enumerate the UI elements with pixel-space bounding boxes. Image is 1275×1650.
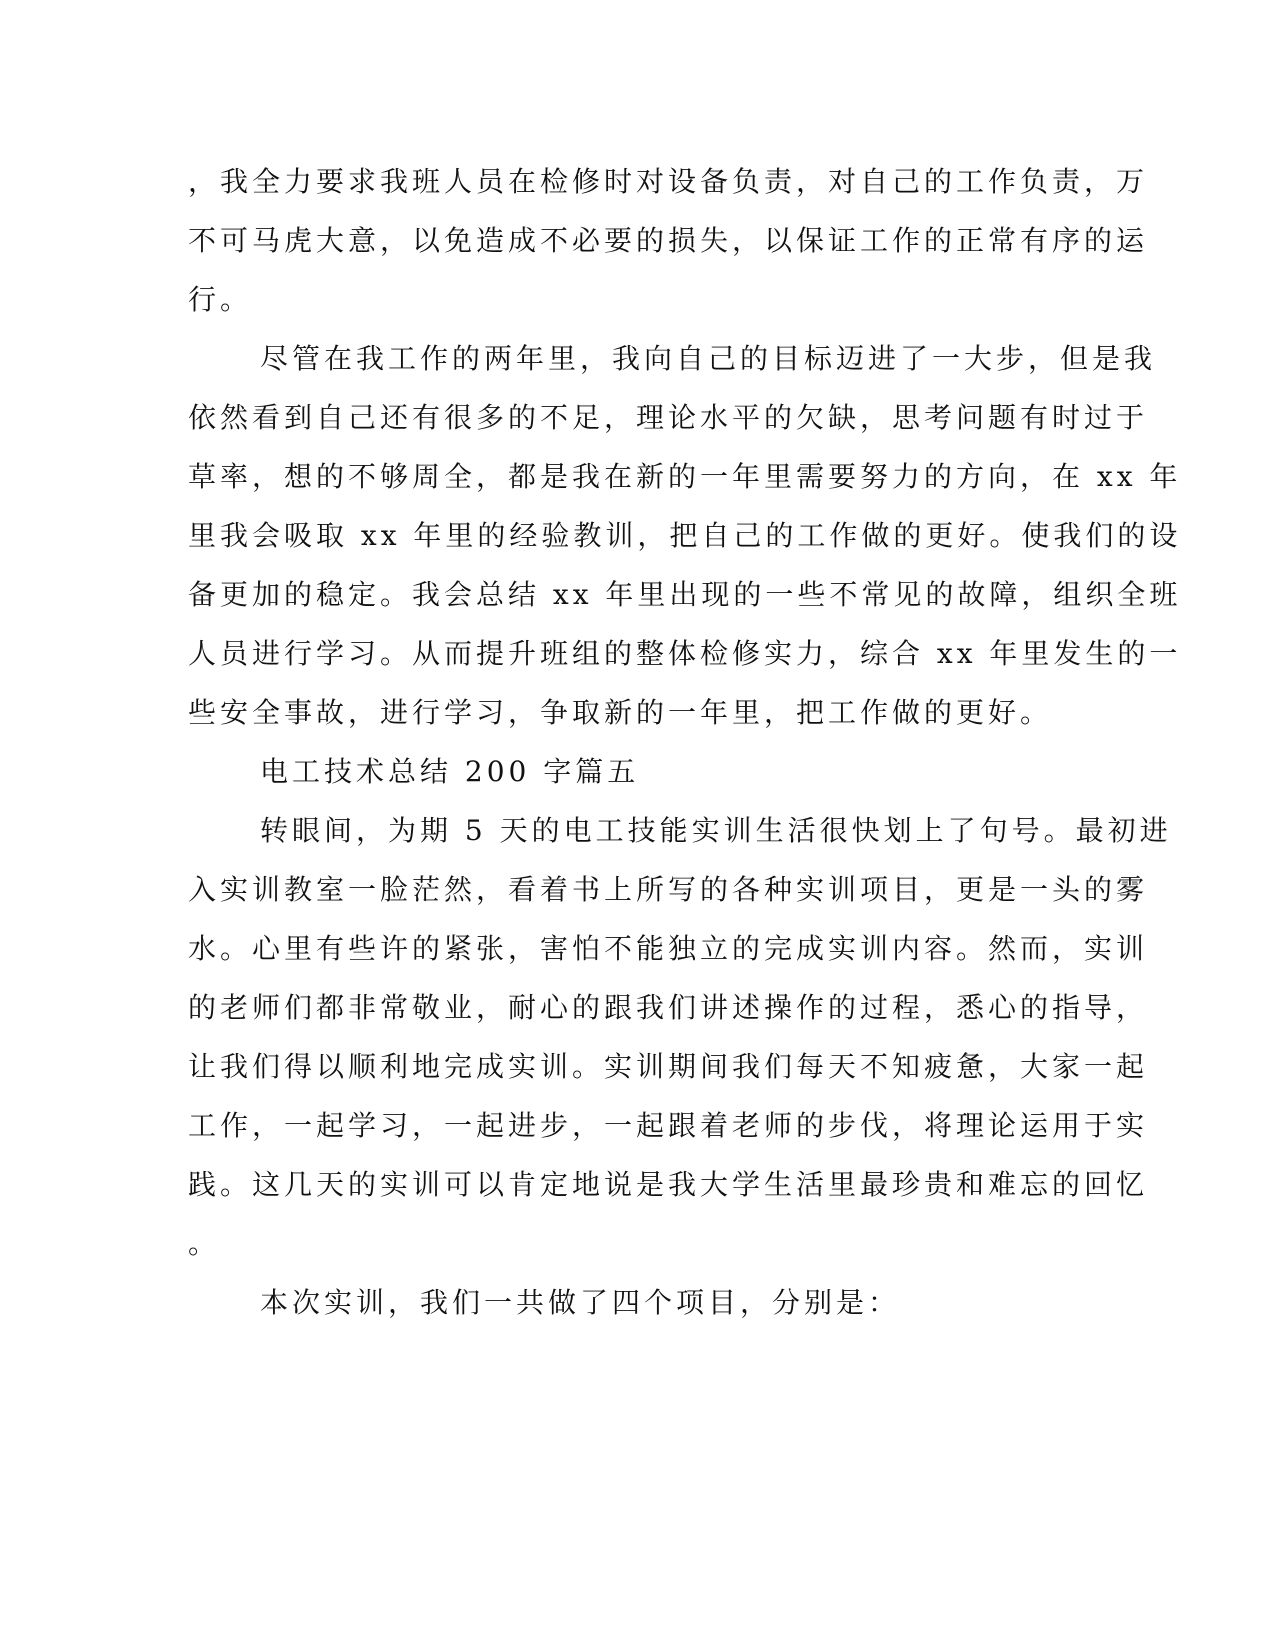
- paragraph-line: 工作，一起学习，一起进步，一起跟着老师的步伐，将理论运用于实: [188, 1109, 1149, 1142]
- paragraph-line: 行。: [188, 283, 253, 316]
- paragraph-line: ，我全力要求我班人员在检修时对设备负责，对自己的工作负责，万: [188, 165, 1149, 198]
- paragraph-line: 本次实训，我们一共做了四个项目，分别是：: [260, 1286, 901, 1319]
- paragraph-line: 草率，想的不够周全，都是我在新的一年里需要努力的方向，在 xx 年: [188, 460, 1182, 493]
- paragraph-line: 依然看到自己还有很多的不足，理论水平的欠缺，思考问题有时过于: [188, 401, 1149, 434]
- paragraph-line: 入实训教室一脸茫然，看着书上所写的各种实训项目，更是一头的雾: [188, 873, 1149, 906]
- paragraph-line: 让我们得以顺利地完成实训。实训期间我们每天不知疲惫，大家一起: [188, 1050, 1149, 1083]
- paragraph-line: 尽管在我工作的两年里，我向自己的目标迈进了一大步，但是我: [260, 342, 1157, 375]
- paragraph-line: 不可马虎大意，以免造成不必要的损失，以保证工作的正常有序的运: [188, 224, 1149, 257]
- section-heading: 电工技术总结 200 字篇五: [260, 755, 640, 788]
- paragraph-line: 。: [188, 1227, 221, 1260]
- paragraph-line: 的老师们都非常敬业，耐心的跟我们讲述操作的过程，悉心的指导，: [188, 991, 1149, 1024]
- paragraph-line: 里我会吸取 xx 年里的经验教训，把自己的工作做的更好。使我们的设: [188, 519, 1182, 552]
- paragraph-line: 人员进行学习。从而提升班组的整体检修实力，综合 xx 年里发生的一: [188, 637, 1182, 670]
- paragraph-line: 践。这几天的实训可以肯定地说是我大学生活里最珍贵和难忘的回忆: [188, 1168, 1149, 1201]
- paragraph-line: 备更加的稳定。我会总结 xx 年里出现的一些不常见的故障，组织全班: [188, 578, 1182, 611]
- paragraph-line: 水。心里有些许的紧张，害怕不能独立的完成实训内容。然而，实训: [188, 932, 1149, 965]
- paragraph-line: 转眼间，为期 5 天的电工技能实训生活很快划上了句号。最初进: [260, 814, 1172, 847]
- paragraph-line: 些安全事故，进行学习，争取新的一年里，把工作做的更好。: [188, 696, 1053, 729]
